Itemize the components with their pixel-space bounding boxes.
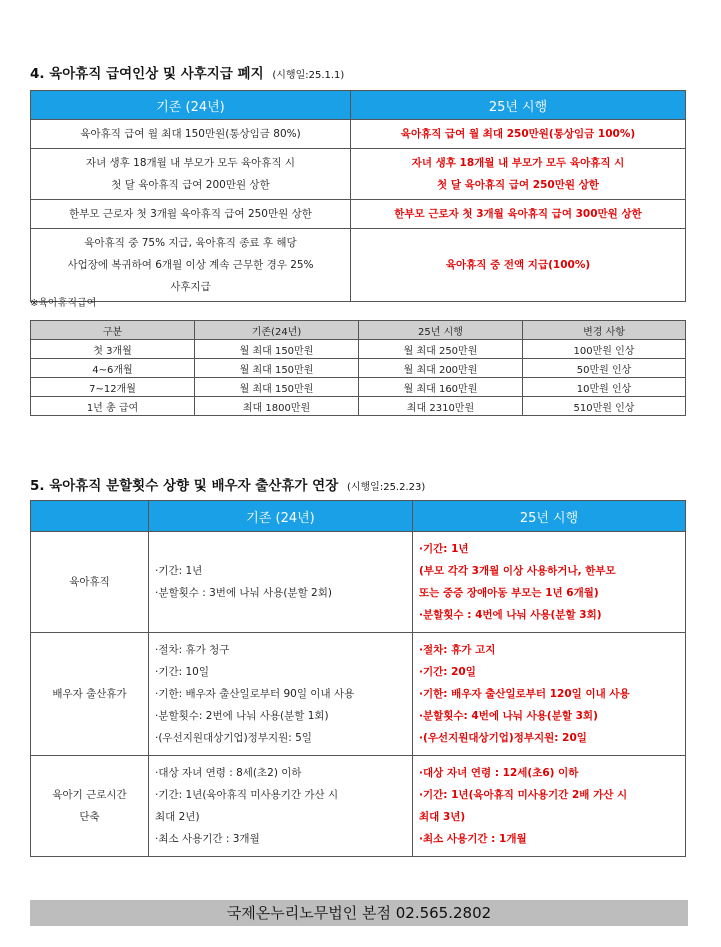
column-header-new: 25년 시행 [413, 501, 686, 532]
new-policy-text: 한부모 근로자 첫 3개월 육아휴직 급여 300만원 상한 [394, 208, 642, 220]
table-row [31, 359, 686, 378]
old-policy-text: ·최소 사용기간 : 3개월 [155, 833, 260, 845]
category-cell [31, 756, 149, 857]
old-policy-text: 사업장에 복귀하여 6개월 이상 계속 근무한 경우 25% [67, 259, 314, 271]
category-cell [31, 532, 149, 633]
change-cell: 510만원 인상 [523, 397, 686, 416]
new-policy-text: ·기간: 1년 [419, 543, 469, 555]
column-header-category [31, 501, 149, 532]
old-policy-cell [149, 633, 413, 756]
old-policy-cell [31, 149, 351, 200]
new-policy-text: ·최소 사용기간 : 1개월 [419, 833, 527, 845]
table-row [31, 756, 686, 857]
pay-comparison-table [30, 320, 686, 416]
old-policy-text: 육아휴직 급여 월 최대 150만원(통상임금 80%) [80, 128, 301, 140]
old-policy-text: ·분할횟수 : 3번에 나눠 사용(분할 2회) [155, 587, 332, 599]
table-row [31, 532, 686, 633]
table-row [31, 200, 686, 229]
table-row [31, 149, 686, 200]
new-policy-text: 육아휴직 중 전액 지급(100%) [445, 259, 591, 271]
table-header-row [31, 501, 686, 532]
new-policy-text: ·기간: 1년(육아휴직 미사용기간 2배 가산 시 [419, 789, 628, 801]
category-cell: 7~12개월 [31, 378, 195, 397]
pay-table-note: ※육아휴직급여 [30, 298, 97, 309]
new-policy-text: ·기간: 20일 [419, 666, 476, 678]
old-policy-text: ·(우선지원대상기업)정부지원: 5일 [155, 732, 312, 744]
category-cell: 첫 3개월 [31, 340, 195, 359]
category-cell [31, 633, 149, 756]
new-policy-text: 육아휴직 급여 월 최대 250만원(통상임금 100%) [400, 128, 636, 140]
table-row [31, 633, 686, 756]
section1-title: 4. 육아휴직 급여인상 및 사후지급 폐지 [30, 66, 264, 82]
column-header-category: 구분 [31, 321, 195, 340]
old-value-cell: 월 최대 150만원 [195, 359, 359, 378]
old-value-cell: 최대 1800만원 [195, 397, 359, 416]
table-row [31, 378, 686, 397]
old-policy-text: 최대 2년) [155, 811, 200, 823]
new-policy-text: 최대 3년) [419, 811, 466, 823]
new-policy-cell [413, 532, 686, 633]
new-value-cell: 월 최대 160만원 [359, 378, 523, 397]
old-policy-text: ·기한: 배우자 출산일로부터 90일 이내 사용 [155, 688, 355, 700]
table-row [31, 397, 686, 416]
old-policy-text: 육아휴직 중 75% 지급, 육아휴직 종료 후 해당 [84, 237, 297, 249]
old-policy-text: ·절차: 휴가 청구 [155, 644, 230, 656]
new-policy-cell [413, 756, 686, 857]
section1-heading [30, 62, 344, 82]
section2-comparison-table [30, 500, 686, 857]
old-policy-text: 자녀 생후 18개월 내 부모가 모두 육아휴직 시 [85, 157, 296, 169]
old-policy-text: 첫 달 육아휴직 급여 200만원 상한 [111, 179, 270, 191]
category-label: 단축 [79, 811, 100, 823]
new-policy-cell [351, 149, 686, 200]
old-policy-text: 한부모 근로자 첫 3개월 육아휴직 급여 250만원 상한 [69, 208, 312, 220]
column-header-old: 기존 (24년) [31, 91, 351, 120]
new-policy-text: ·분할횟수 : 4번에 나눠 사용(분할 3회) [419, 609, 602, 621]
section2-heading [30, 474, 425, 494]
new-policy-cell [351, 229, 686, 302]
new-policy-text: ·절차: 휴가 고지 [419, 644, 496, 656]
old-value-cell: 월 최대 150만원 [195, 340, 359, 359]
column-header-new: 25년 시행 [359, 321, 523, 340]
category-label: 배우자 출산휴가 [52, 688, 127, 700]
column-header-new: 25년 시행 [351, 91, 686, 120]
old-policy-cell [31, 200, 351, 229]
new-policy-text: ·기한: 배우자 출산일로부터 120일 이내 사용 [419, 688, 630, 700]
column-header-change: 변경 사항 [523, 321, 686, 340]
section1-comparison-table [30, 90, 686, 302]
new-policy-cell [351, 200, 686, 229]
old-policy-text: ·기간: 1년(육아휴직 미사용기간 가산 시 [155, 789, 339, 801]
table-header-row [31, 91, 686, 120]
old-policy-text: ·대상 자녀 연령 : 8세(초2) 이하 [155, 767, 302, 779]
change-cell: 50만원 인상 [523, 359, 686, 378]
new-policy-text: ·대상 자녀 연령 : 12세(초6) 이하 [419, 767, 579, 779]
old-policy-text: ·기간: 10일 [155, 666, 210, 678]
table-row [31, 340, 686, 359]
old-policy-cell [31, 229, 351, 302]
section1-effective-date: (시행일:25.1.1) [272, 70, 345, 81]
new-value-cell: 월 최대 200만원 [359, 359, 523, 378]
change-cell: 10만원 인상 [523, 378, 686, 397]
new-policy-cell [351, 120, 686, 149]
old-policy-cell [149, 756, 413, 857]
new-policy-cell [413, 633, 686, 756]
new-policy-text: ·분할횟수: 4번에 나눠 사용(분할 3회) [419, 710, 598, 722]
column-header-old: 기존 (24년) [149, 501, 413, 532]
new-policy-text: ·(우선지원대상기업)정부지원: 20일 [419, 732, 587, 744]
old-policy-text: 사후지급 [170, 281, 211, 293]
table-row [31, 229, 686, 302]
new-policy-text: (부모 각각 3개월 이상 사용하거나, 한부모 [419, 565, 616, 577]
column-header-old: 기존(24년) [195, 321, 359, 340]
category-label: 육아휴직 [69, 576, 110, 588]
change-cell: 100만원 인상 [523, 340, 686, 359]
old-value-cell: 월 최대 150만원 [195, 378, 359, 397]
old-policy-cell [31, 120, 351, 149]
category-cell: 4~6개월 [31, 359, 195, 378]
table-row [31, 120, 686, 149]
new-policy-text: 자녀 생후 18개월 내 부모가 모두 육아휴직 시 [411, 157, 625, 169]
old-policy-cell [149, 532, 413, 633]
category-label: 육아기 근로시간 [52, 789, 127, 801]
category-cell: 1년 총 급여 [31, 397, 195, 416]
new-policy-text: 또는 중증 장애아동 부모는 1년 6개월) [419, 587, 599, 599]
old-policy-text: ·분할횟수: 2번에 나눠 사용(분할 1회) [155, 710, 329, 722]
section2-title: 5. 육아휴직 분할횟수 상향 및 배우자 출산휴가 연장 [30, 478, 339, 494]
new-value-cell: 월 최대 250만원 [359, 340, 523, 359]
section2-effective-date: (시행일:25.2.23) [346, 482, 426, 493]
new-value-cell: 최대 2310만원 [359, 397, 523, 416]
footer-contact: 국제온누리노무법인 본점 02.565.2802 [30, 900, 688, 926]
new-policy-text: 첫 달 육아휴직 급여 250만원 상한 [437, 179, 599, 191]
table-header-row [31, 321, 686, 340]
old-policy-text: ·기간: 1년 [155, 565, 203, 577]
